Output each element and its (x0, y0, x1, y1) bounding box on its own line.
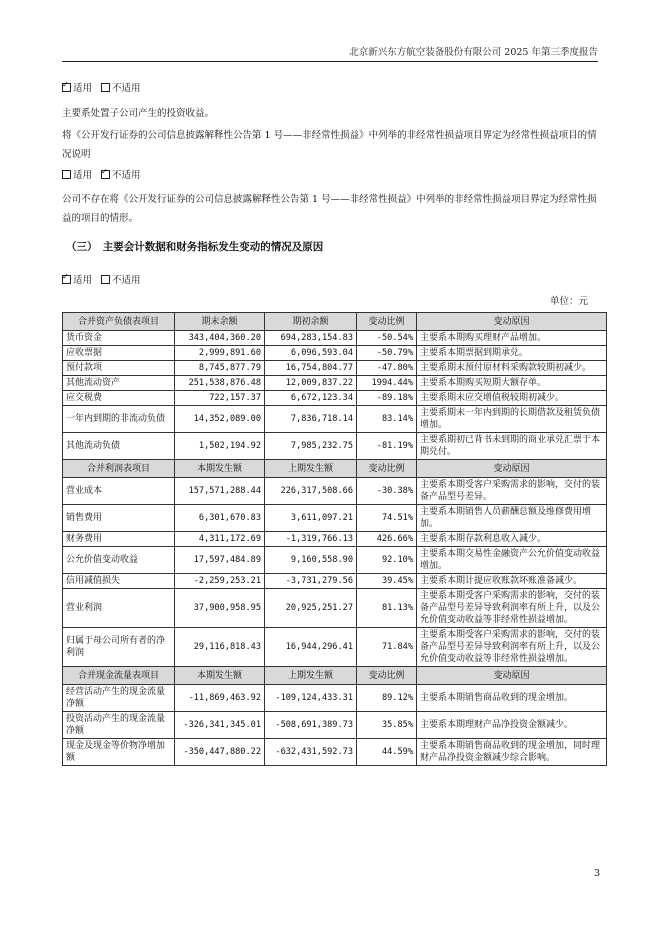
change-reason: 主要系期初已背书未到期的商业承兑汇票于本期兑付。 (417, 433, 607, 460)
prior-value: 12,009,837.22 (265, 376, 357, 391)
prior-value: 9,160,558.90 (265, 547, 357, 574)
column-header: 合并利润表项目 (63, 460, 175, 478)
item-name: 应交税费 (63, 391, 175, 406)
change-reason: 主要系本期销售商品收到的现金增加，同时理财产品净投资金额减少综合影响。 (417, 739, 607, 766)
change-ratio: -50.79% (357, 346, 417, 361)
table-row (63, 376, 607, 391)
checked-box-icon (62, 275, 71, 284)
table-row (63, 346, 607, 361)
table-row (63, 628, 607, 667)
prior-value: 16,754,804.77 (265, 361, 357, 376)
balance-header-row (63, 313, 607, 331)
prior-value: -3,731,279.56 (265, 574, 357, 589)
column-header: 变动比例 (357, 460, 417, 478)
change-reason: 主要系本期票据到期承兑。 (417, 346, 607, 361)
change-reason: 主要系本期交易性金融资产公允价值变动收益增加。 (417, 547, 607, 574)
table-row (63, 406, 607, 433)
table-row (63, 391, 607, 406)
change-reason: 主要系本期理财产品净投资金额减少。 (417, 712, 607, 739)
change-reason: 主要系期末应交增值税较期初减少。 (417, 391, 607, 406)
item-name: 预付款项 (63, 361, 175, 376)
item-name: 现金及现金等价物净增加额 (63, 739, 175, 766)
prior-value: -632,431,592.73 (265, 739, 357, 766)
prior-value: -1,319,766.13 (265, 532, 357, 547)
current-value: -350,447,880.22 (175, 739, 265, 766)
item-name: 其他流动负债 (63, 433, 175, 460)
current-value: 37,900,958.95 (175, 589, 265, 628)
cashflow-header-row (63, 667, 607, 685)
item-name: 销售费用 (63, 505, 175, 532)
item-name: 货币资金 (63, 331, 175, 346)
column-header: 合并现金流量表项目 (63, 667, 175, 685)
item-name: 财务费用 (63, 532, 175, 547)
checked-box-icon (62, 83, 71, 92)
current-value: 251,538,876.48 (175, 376, 265, 391)
current-value: 17,597,484.89 (175, 547, 265, 574)
current-value: 2,999,891.60 (175, 346, 265, 361)
column-header: 变动比例 (357, 313, 417, 331)
change-reason: 主要系本期购买短期大额存单。 (417, 376, 607, 391)
column-header: 变动原因 (417, 667, 607, 685)
item-name: 归属于母公司所有者的净利润 (63, 628, 175, 667)
option-not-apply-checked[interactable]: ✓ 不适用 (101, 170, 141, 181)
column-header: 变动比例 (357, 667, 417, 685)
unchecked-box-icon (62, 170, 71, 179)
item-name: 营业利润 (63, 589, 175, 628)
column-header: 合并资产负债表项目 (63, 313, 175, 331)
change-reason: 主要系本期计提应收账款坏账准备减少。 (417, 574, 607, 589)
change-reason: 主要系本期受客户采购需求的影响，交付的装备产品型号差异导致利润率有所上升，以及公允价值变动收益等非经常性损益增加。 (417, 628, 607, 667)
change-reason: 主要系本期存款利息收入减少。 (417, 532, 607, 547)
paragraph-no-reclassification: 公司不存在将《公开发行证券的公司信息披露解释性公告第 1 号——非经常性损益》中列举的非经常性损益项目界定为经常性损益的项目的情形。 (62, 194, 597, 224)
prior-value: 7,836,718.14 (265, 406, 357, 433)
prior-value: 20,925,251.27 (265, 589, 357, 628)
financial-changes-table (62, 312, 607, 766)
current-value: -326,341,345.01 (175, 712, 265, 739)
prior-value: -109,124,433.31 (265, 685, 357, 712)
option-row-3 (62, 271, 598, 290)
change-ratio: -47.80% (357, 361, 417, 376)
column-header: 上期发生额 (265, 460, 357, 478)
column-header: 期末余额 (175, 313, 265, 331)
prior-value: 16,944,296.41 (265, 628, 357, 667)
change-ratio: -81.19% (357, 433, 417, 460)
change-ratio: 1994.44% (357, 376, 417, 391)
paragraph-explanation: 将《公开发行证券的公司信息披露解释性公告第 1 号——非经常性损益》中列举的非经常性损益项目界定为经常性损益项目的情况说明 (62, 130, 597, 160)
current-value: 157,571,288.44 (175, 478, 265, 505)
change-ratio: 83.14% (357, 406, 417, 433)
change-reason: 主要系期末一年内到期的长期借款及租赁负债增加。 (417, 406, 607, 433)
change-ratio: 426.66% (357, 532, 417, 547)
table-row (63, 361, 607, 376)
prior-value: -508,691,389.73 (265, 712, 357, 739)
change-ratio: 71.84% (357, 628, 417, 667)
prior-value: 694,283,154.83 (265, 331, 357, 346)
item-name: 投资活动产生的现金流量净额 (63, 712, 175, 739)
change-ratio: -30.38% (357, 478, 417, 505)
current-value: -11,869,463.92 (175, 685, 265, 712)
column-header: 本期发生额 (175, 667, 265, 685)
current-value: 29,116,818.43 (175, 628, 265, 667)
column-header: 本期发生额 (175, 460, 265, 478)
prior-value: 3,611,097.21 (265, 505, 357, 532)
item-name: 公允价值变动收益 (63, 547, 175, 574)
item-name: 其他流动资产 (63, 376, 175, 391)
current-value: 4,311,172.69 (175, 532, 265, 547)
checked-box-icon (101, 170, 110, 179)
current-value: 14,352,089.00 (175, 406, 265, 433)
unit-label: 单位：元 (549, 296, 588, 307)
current-value: 8,745,877.79 (175, 361, 265, 376)
section-title: （三） 主要会计数据和财务指标发生变动的情况及原因 (66, 241, 324, 253)
prior-value: 226,317,508.66 (265, 478, 357, 505)
option-not-apply[interactable]: 不适用 (101, 275, 141, 286)
prior-value: 6,096,593.04 (265, 346, 357, 361)
income-header-row (63, 460, 607, 478)
change-reason: 主要系本期受客户采购需求的影响，交付的装备产品型号差异。 (417, 478, 607, 505)
change-ratio: 74.51% (357, 505, 417, 532)
change-ratio: 92.10% (357, 547, 417, 574)
change-ratio: 35.85% (357, 712, 417, 739)
page-number: 3 (593, 868, 600, 879)
page-header: 北京新兴东方航空装备股份有限公司 2025 年第三季度报告 (62, 44, 598, 62)
column-header: 上期发生额 (265, 667, 357, 685)
table-row (63, 532, 607, 547)
current-value: 1,502,194.92 (175, 433, 265, 460)
change-ratio: -89.18% (357, 391, 417, 406)
change-reason: 主要系本期销售人员薪酬总额及维修费用增加。 (417, 505, 607, 532)
table-row (63, 433, 607, 460)
item-name: 营业成本 (63, 478, 175, 505)
table-row (63, 739, 607, 766)
option-row-1 (62, 79, 598, 98)
change-ratio: 44.59% (357, 739, 417, 766)
column-header: 变动原因 (417, 460, 607, 478)
option-apply-checked[interactable]: ✓适用 (62, 275, 92, 286)
table-row (63, 712, 607, 739)
unchecked-box-icon (101, 83, 110, 92)
option-apply-checked[interactable]: ✓适用 (62, 83, 92, 94)
option-not-apply[interactable]: 不适用 (101, 83, 141, 94)
paragraph-investment-income: 主要系处置子公司产生的投资收益。 (62, 108, 215, 119)
change-ratio: -50.54% (357, 331, 417, 346)
item-name: 经营活动产生的现金流量净额 (63, 685, 175, 712)
table-row (63, 505, 607, 532)
table-row (63, 547, 607, 574)
current-value: 6,301,670.83 (175, 505, 265, 532)
change-reason: 主要系本期购买理财产品增加。 (417, 331, 607, 346)
item-name: 信用减值损失 (63, 574, 175, 589)
table-row (63, 574, 607, 589)
prior-value: 7,985,232.75 (265, 433, 357, 460)
change-reason: 主要系本期销售商品收到的现金增加。 (417, 685, 607, 712)
prior-value: 6,672,123.34 (265, 391, 357, 406)
change-ratio: 89.12% (357, 685, 417, 712)
item-name: 应收票据 (63, 346, 175, 361)
current-value: 722,157.37 (175, 391, 265, 406)
change-reason: 主要系期末预付原材料采购款较期初减少。 (417, 361, 607, 376)
table-row (63, 331, 607, 346)
change-ratio: 39.45% (357, 574, 417, 589)
table-row (63, 685, 607, 712)
change-ratio: 81.13% (357, 589, 417, 628)
table-row (63, 589, 607, 628)
column-header: 变动原因 (417, 313, 607, 331)
option-apply[interactable]: 适用 (62, 170, 92, 181)
current-value: 343,404,360.20 (175, 331, 265, 346)
column-header: 期初余额 (265, 313, 357, 331)
change-reason: 主要系本期受客户采购需求的影响，交付的装备产品型号差异导致利润率有所上升，以及公允价值变动收益等非经常性损益增加。 (417, 589, 607, 628)
table-row (63, 478, 607, 505)
unchecked-box-icon (101, 275, 110, 284)
option-row-2 (62, 166, 598, 185)
item-name: 一年内到期的非流动负债 (63, 406, 175, 433)
current-value: -2,259,253.21 (175, 574, 265, 589)
